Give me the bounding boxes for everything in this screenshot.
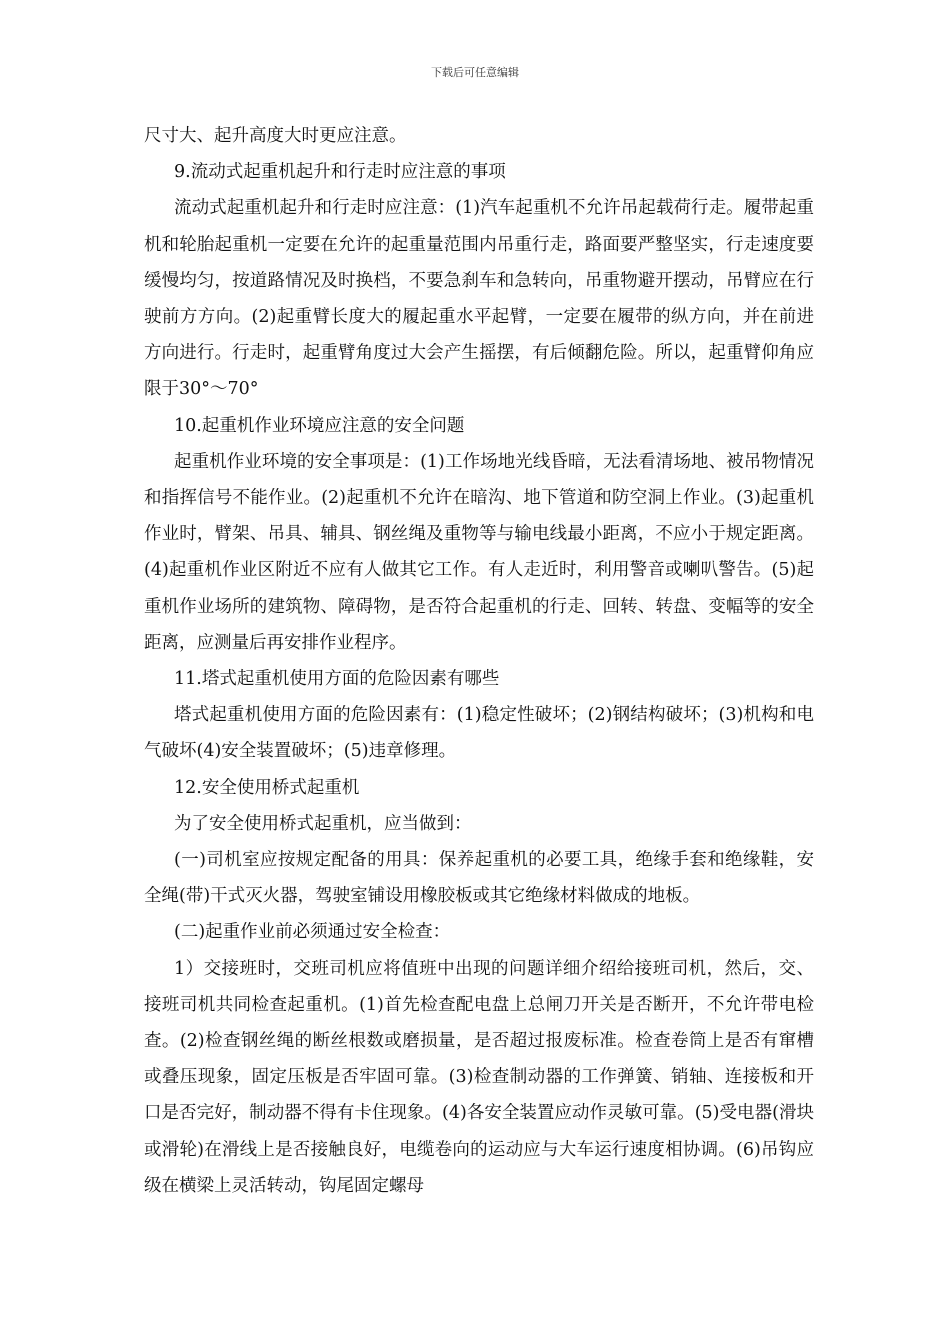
paragraph: (二)起重作业前必须通过安全检查： — [174, 922, 451, 943]
paragraph: 流动式起重机起升和行走时应注意：(1)汽车起重机不允许吊起载荷行走。履带起重机和轮胎起重机一定要在允许的起重量范围内吊重行走，路面要严整坚实，行走速度要缓慢均匀，按道路情况及时换档，不要急刹车和急转向，吊重物避开摆动，吊臂应在行驶前方方向。(2)起重臂长度大的履起重水平起臂，一定要在履带的纵方向，并在前进方向进行。行走时，起重臂角度过大会产生摇摆，有后倾翻危险。所以，起重臂仰角应限于30°～70° — [144, 198, 814, 400]
section-heading: 9.流动式起重机起升和行走时应注意的事项 — [174, 162, 506, 183]
paragraph: (一)司机室应按规定配备的用具：保养起重机的必要工具，绝缘手套和绝缘鞋，安全绳(带)干式灭火器，驾驶室铺设用橡胶板或其它绝缘材料做成的地板。 — [144, 850, 814, 907]
paragraph: 为了安全使用桥式起重机，应当做到： — [174, 813, 472, 834]
section-heading: 10.起重机作业环境应注意的安全问题 — [174, 415, 465, 436]
section-heading: 12.安全使用桥式起重机 — [174, 777, 360, 798]
paragraph: 起重机作业环境的安全事项是：(1)工作场地光线昏暗，无法看清场地、被吊物情况和指挥信号不能作业。(2)起重机不允许在暗沟、地下管道和防空洞上作业。(3)起重机作业时，臂架、吊具、辅具、钢丝绳及重物等与输电线最小距离，不应小于规定距离。(4)起重机作业区附近不应有人做其它工作。有人走近时，利用警音或喇叭警告。(5)起重机作业场所的建筑物、障碍物，是否符合起重机的行走、回转、转盘、变幅等的安全距离，应测量后再安排作业程序。 — [144, 451, 814, 653]
page-header: 下载后可任意编辑 — [431, 66, 519, 79]
paragraph: 尺寸大、起升高度大时更应注意。 — [144, 126, 407, 146]
paragraph: 塔式起重机使用方面的危险因素有：(1)稳定性破坏；(2)钢结构破坏；(3)机构和电气破坏(4)安全装置破坏；(5)违章修理。 — [144, 705, 814, 762]
paragraph: 1）交接班时，交班司机应将值班中出现的问题详细介绍给接班司机，然后，交、接班司机共同检查起重机。(1)首先检查配电盘上总闸刀开关是否断开，不允许带电检查。(2)检查钢丝绳的断丝根数或磨损量，是否超过报废标准。检查卷筒上是否有窜槽或叠压现象，固定压板是否牢固可靠。(3)检查制动器的工作弹簧、销轴、连接板和开口是否完好，制动器不得有卡住现象。(4)各安全装置应动作灵敏可靠。(5)受电器(滑块或滑轮)在滑线上是否接触良好，电缆卷向的运动应与大车运行速度相协调。(6)吊钩应级在横梁上灵活转动，钩尾固定螺母 — [144, 958, 814, 1196]
document-body — [144, 118, 814, 1204]
section-heading: 11.塔式起重机使用方面的危险因素有哪些 — [174, 669, 500, 690]
